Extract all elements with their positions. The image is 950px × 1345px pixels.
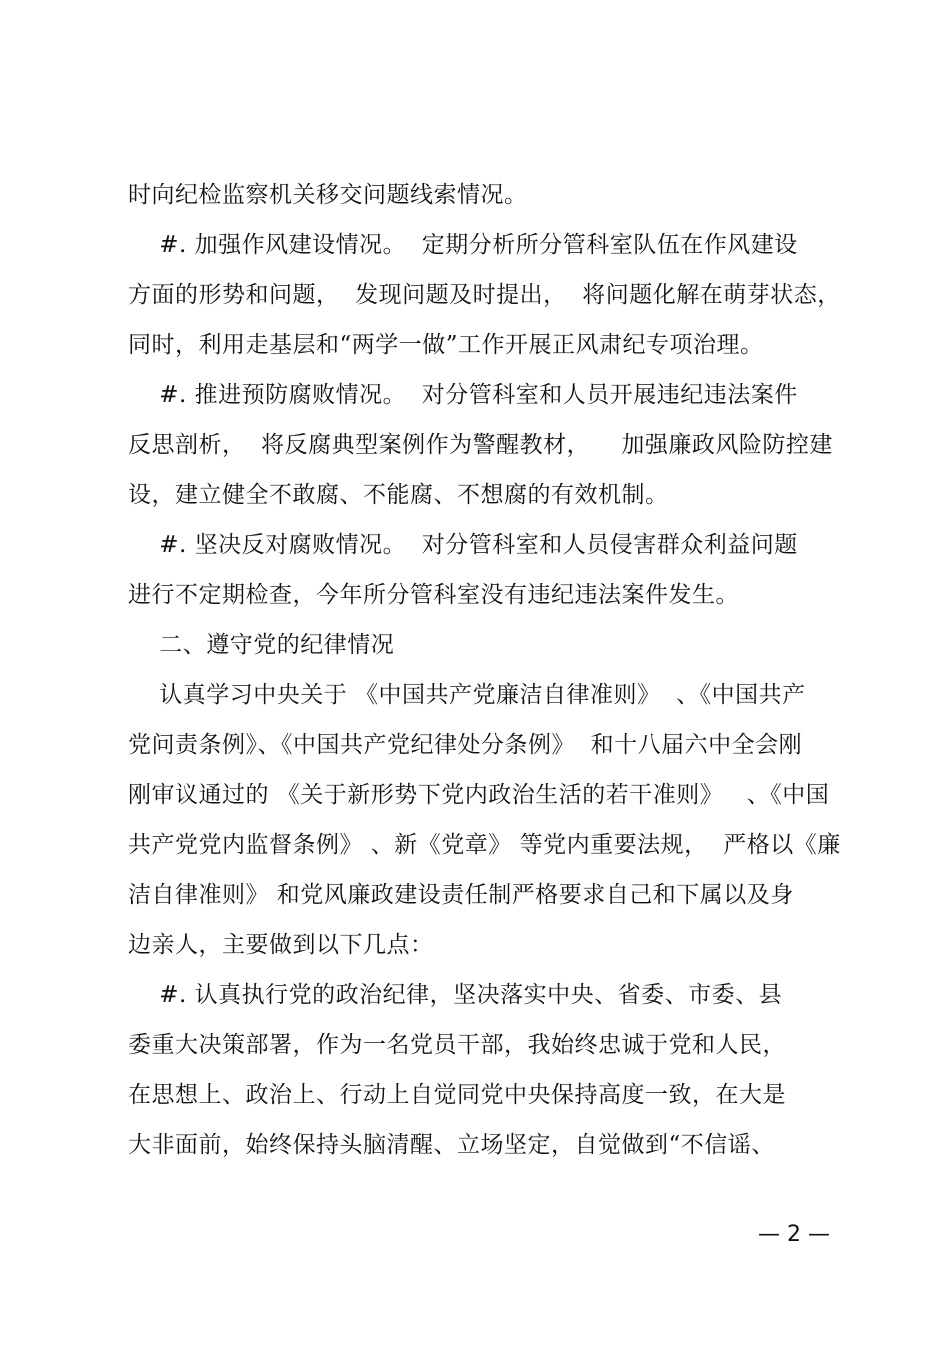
text-line: 大非面前，始终保持头脑清醒、立场坚定，自觉做到“不信谣、 <box>128 1132 775 1158</box>
text-line: 委重大决策部署，作为一名党员干部，我始终忠诚于党和人民， <box>128 1032 786 1058</box>
text-line: 在思想上、政治上、行动上自觉同党中央保持高度一致，在大是 <box>128 1082 786 1108</box>
page-number: — 2 — <box>758 1222 830 1247</box>
text-line: 边亲人，主要做到以下几点： <box>128 932 434 958</box>
text-line: 同时，利用走基层和“两学一做”工作开展正风肃纪专项治理。 <box>128 332 764 358</box>
section-heading: 二、遵守党的纪律情况 <box>128 632 395 658</box>
text-line: 进行不定期检查，今年所分管科室没有违纪违法案件发生。 <box>128 582 739 608</box>
text-line: 设，建立健全不敢腐、不能腐、不想腐的有效机制。 <box>128 482 669 508</box>
text-line: 刚审议通过的 《关于新形势下党内政治生活的若干准则》 、《中国 <box>128 782 830 808</box>
text-line: 洁自律准则》 和党风廉政建设责任制严格要求自己和下属以及身 <box>128 882 794 908</box>
text-line: #. 坚决反对腐败情况。 对分管科室和人员侵害群众利益问题 <box>128 532 798 558</box>
text-line: 党问责条例》、《中国共产党纪律处分条例》 和十八届六中全会刚 <box>128 732 803 758</box>
text-line: 方面的形势和问题， 发现问题及时提出， 将问题化解在萌芽状态， <box>128 282 841 308</box>
text-line: #. 加强作风建设情况。 定期分析所分管科室队伍在作风建设 <box>128 232 798 258</box>
text-line: #. 认真执行党的政治纪律，坚决落实中央、省委、市委、县 <box>128 982 783 1008</box>
text-line: 时向纪检监察机关移交问题线索情况。 <box>128 182 528 208</box>
text-line: #. 推进预防腐败情况。 对分管科室和人员开展违纪违法案件 <box>128 382 798 408</box>
text-line: 共产党党内监督条例》 、新《党章》 等党内重要法规， 严格以《廉 <box>128 832 841 858</box>
text-line: 认真学习中央关于 《中国共产党廉洁自律准则》 、《中国共产 <box>128 682 806 708</box>
text-line: 反思剖析， 将反腐典型案例作为警醒教材， 加强廉政风险防控建 <box>128 432 833 458</box>
